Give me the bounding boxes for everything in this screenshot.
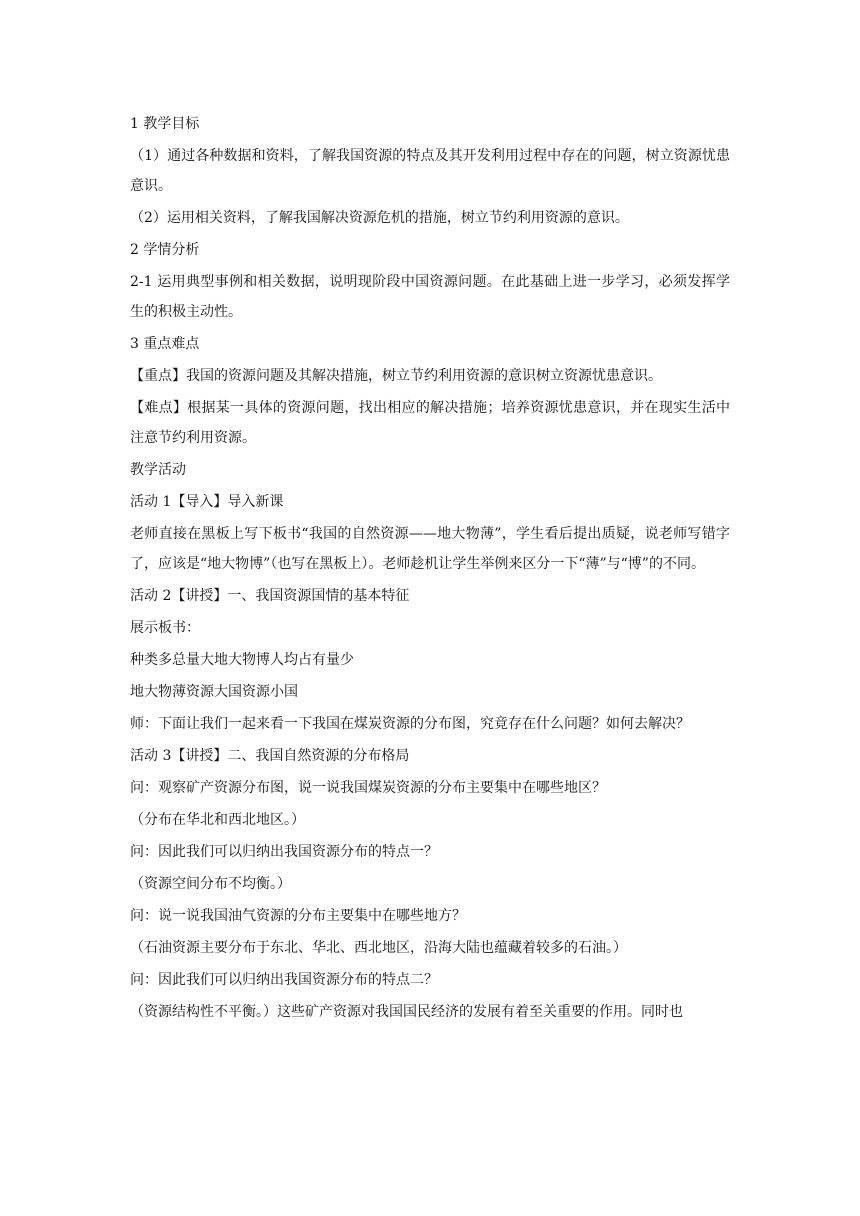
question-feature-two: 问：因此我们可以归纳出我国资源分布的特点二？ xyxy=(130,972,438,988)
board-line-1: 种类多总量大地大物博人均占有量少 xyxy=(130,652,354,668)
answer-coal-distribution: （分布在华北和西北地区。） xyxy=(130,812,305,828)
board-line-2: 地大物薄资源大国资源小国 xyxy=(130,684,298,700)
document-body xyxy=(130,109,730,1029)
question-coal-distribution: 问：观察矿产资源分布图，说一说我国煤炭资源的分布主要集中在哪些地区？ xyxy=(130,780,606,796)
difficult-point-paragraph: 【难点】根据某一具体的资源问题，找出相应的解决措施；培养资源忧患意识，并在现实生活中注意节约利用资源。 xyxy=(130,400,730,446)
key-point-paragraph: 【重点】我国的资源问题及其解决措施，树立节约利用资源的意识树立资源忧患意识。 xyxy=(130,368,662,384)
answer-feature-two: （资源结构性不平衡。）这些矿产资源对我国国民经济的发展有着至关重要的作用。同时也 xyxy=(130,1004,683,1020)
goal-paragraph-1: （1）通过各种数据和资料，了解我国资源的特点及其开发利用过程中存在的问题，树立资源忧患意识。 xyxy=(130,148,730,194)
activity-1-paragraph: 老师直接在黑板上写下板书“我国的自然资源——地大物薄”，学生看后提出质疑，说老师写错字了，应该是“地大物博”（也写在黑板上）。老师趁机让学生举例来区分一下“薄”与“博”的不同。 xyxy=(130,526,730,572)
activity-3-title: 活动 3【讲授】二、我国自然资源的分布格局 xyxy=(130,748,410,764)
heading-learner-analysis: 2 学情分析 xyxy=(130,242,200,258)
activity-1-title: 活动 1【导入】导入新课 xyxy=(130,494,284,510)
question-oil-gas-distribution: 问：说一说我国油气资源的分布主要集中在哪些地方？ xyxy=(130,908,466,924)
heading-teaching-activities: 教学活动 xyxy=(130,462,186,478)
heading-key-points: 3 重点难点 xyxy=(130,336,200,352)
goal-paragraph-2: （2）运用相关资料，了解我国解决资源危机的措施，树立节约利用资源的意识。 xyxy=(130,210,629,226)
activity-2-title: 活动 2【讲授】一、我国资源国情的基本特征 xyxy=(130,588,410,604)
learner-analysis-paragraph: 2-1 运用典型事例和相关数据，说明现阶段中国资源问题。在此基础上进一步学习，必须发挥学生的积极主动性。 xyxy=(130,274,730,320)
board-display-label: 展示板书： xyxy=(130,620,200,636)
answer-feature-one: （资源空间分布不均衡。） xyxy=(130,876,291,892)
answer-oil-gas-distribution: （石油资源主要分布于东北、华北、西北地区，沿海大陆也蕴藏着较多的石油。） xyxy=(130,940,627,956)
teacher-question-paragraph: 师：下面让我们一起来看一下我国在煤炭资源的分布图，究竟存在什么问题？如何去解决？ xyxy=(130,716,690,732)
heading-teaching-goals: 1 教学目标 xyxy=(130,116,200,132)
question-feature-one: 问：因此我们可以归纳出我国资源分布的特点一？ xyxy=(130,844,438,860)
